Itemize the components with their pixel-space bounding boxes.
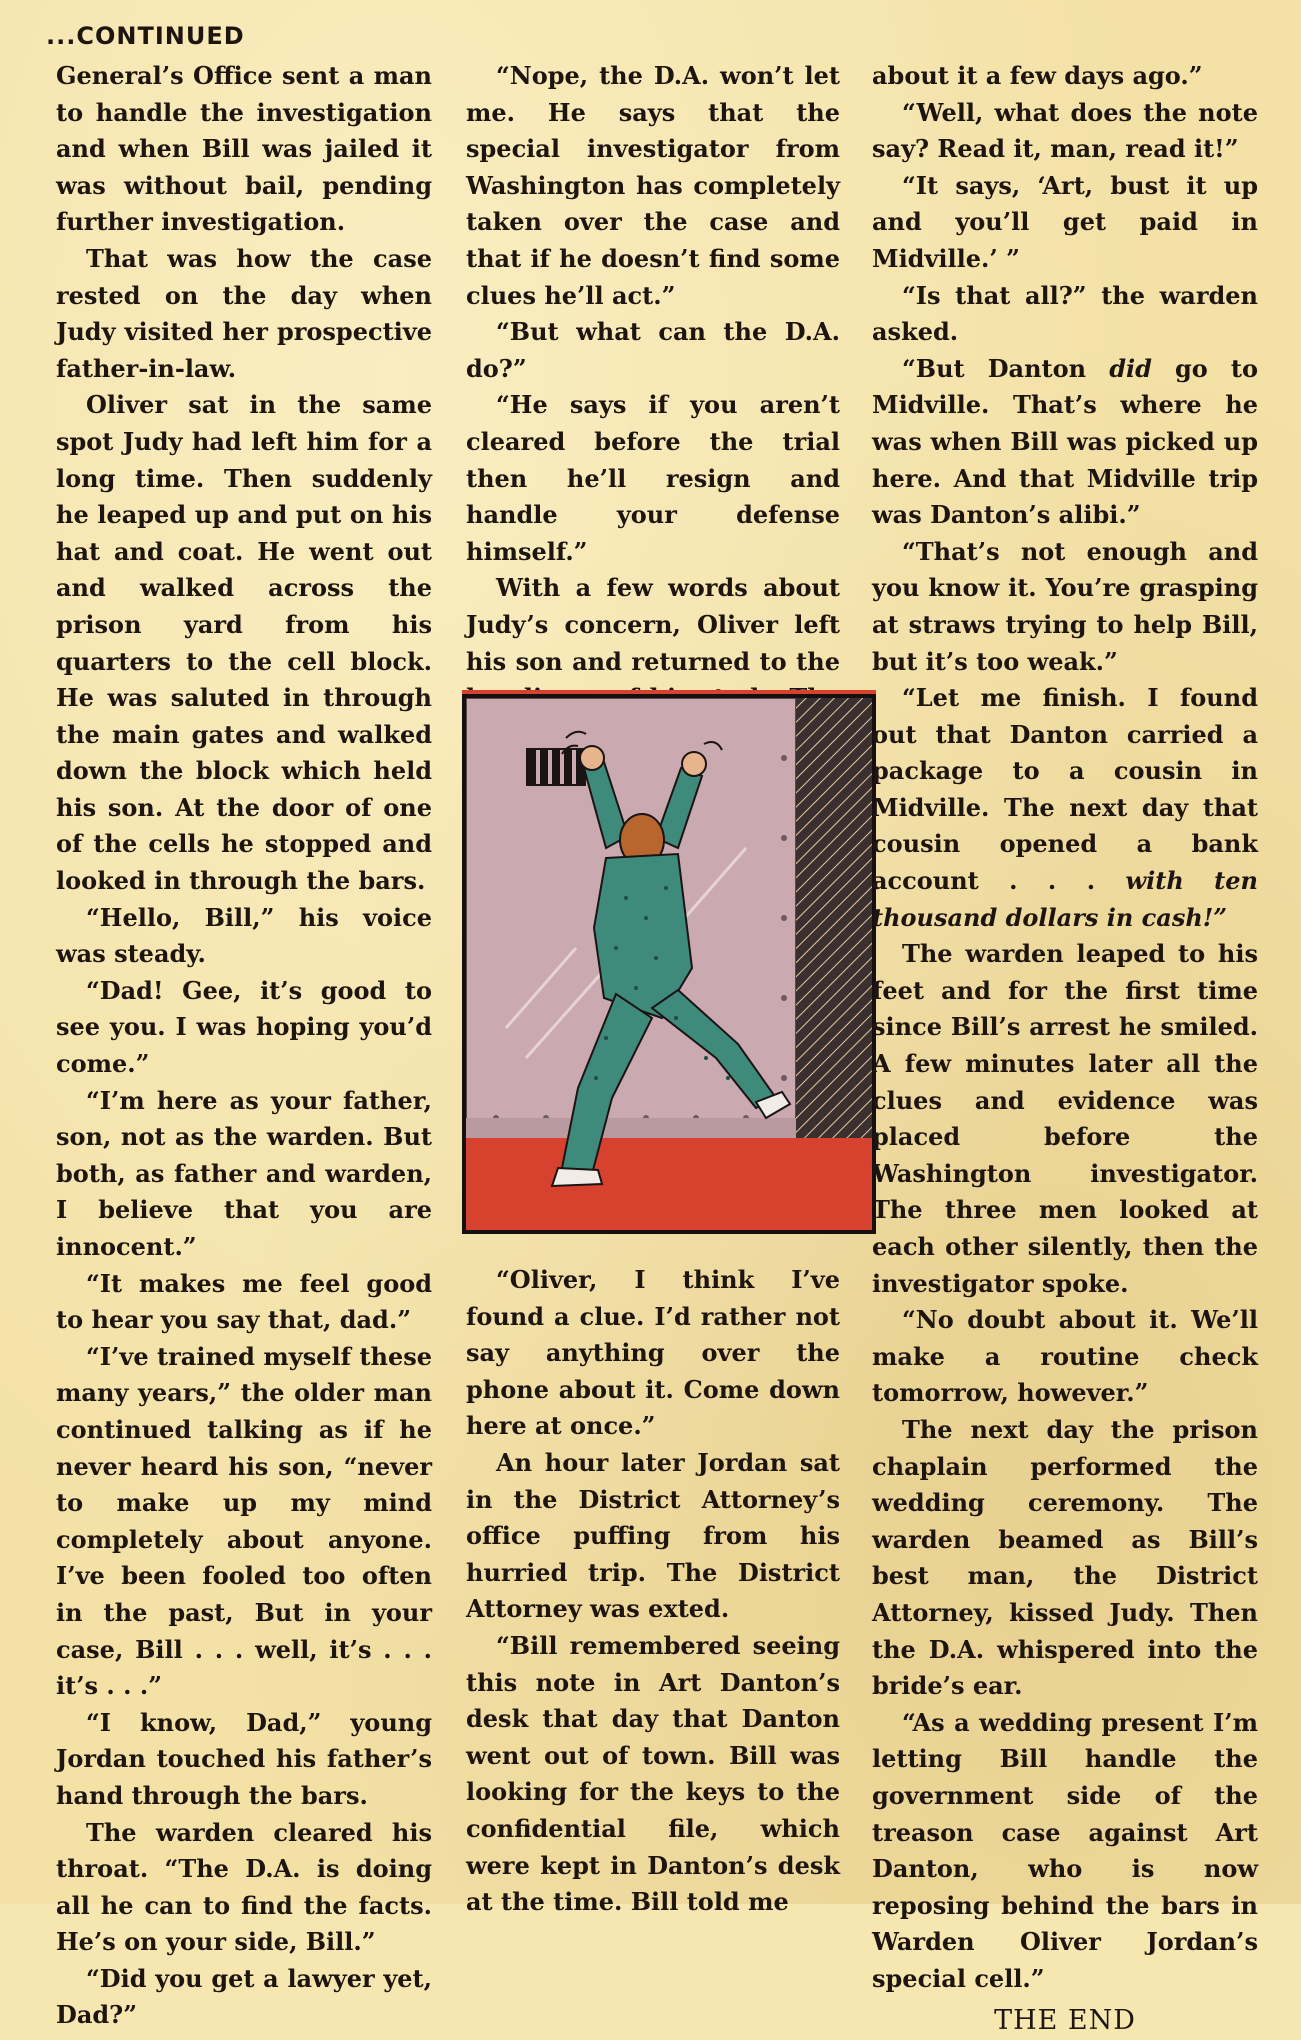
text-column-3 bbox=[872, 58, 1258, 2040]
text-run: “But Danton bbox=[902, 353, 1110, 383]
paragraph: “Oliver, I think I’ve found a clue. I’d rather not say anything over the phone about it. Come down here at once.” bbox=[466, 1265, 840, 1441]
emphasis-text: with ten thousand dollars in cash!” bbox=[872, 866, 1258, 932]
the-end-label: THE END bbox=[994, 2005, 1136, 2037]
text-run: “Let me finish. I found out that Danton carried a package to a cousin in Midville. The next day that cousin opened a bank account . . . bbox=[872, 683, 1258, 896]
paragraph: “I know, Dad,” young Jordan touched his father’s hand through the bars. bbox=[56, 1707, 432, 1810]
paragraph: “Did you get a lawyer yet, Dad?” bbox=[56, 1963, 432, 2030]
paragraph: “It says, ‘Art, bust it up and you’ll get paid in Midville.’ ” bbox=[872, 170, 1258, 273]
paragraph: “Well, what does the note say? Read it, man, read it!” bbox=[872, 97, 1258, 164]
text-column-1 bbox=[56, 58, 432, 2034]
continued-header: ...CONTINUED bbox=[46, 22, 245, 50]
paragraph: “Is that all?” the warden asked. bbox=[872, 280, 1258, 347]
paragraph: “No doubt about it. We’ll make a routine check tomorrow, however.” bbox=[872, 1305, 1258, 1408]
paragraph: “As a wedding present I’m letting Bill handle the government side of the treason case against Art Danton, who is now reposing behind the bars in Warden Oliver Jordan’s special cell.” bbox=[872, 1707, 1258, 1993]
paragraph: “Bill remembered seeing this note in Art Danton’s desk that day that Danton went out of town. Bill was looking for the keys to the confidential file, which were kept in Danton’s desk at the time. Bill told me bbox=[466, 1630, 840, 1917]
paragraph: Oliver sat in the same spot Judy had left him for a long time. Then suddenly he leaped up and put on his hat and coat. He went out and walked across the prison yard from his quarters to the cell block. He was saluted in through the main gates and walked down the block which held his son. At the door of one of the cells he stopped and looked in through the bars. bbox=[56, 390, 432, 896]
comic-panel-illustration bbox=[462, 694, 876, 1234]
paragraph: “He says if you aren’t cleared before the trial then he’ll resign and handle your defense himself.” bbox=[466, 390, 840, 566]
paragraph: The warden cleared his throat. “The D.A. is doing all he can to find the facts. He’s on your side, Bill.” bbox=[56, 1817, 432, 1957]
emphasis-text: did bbox=[1109, 353, 1152, 383]
paragraph bbox=[872, 680, 1258, 936]
paragraph bbox=[872, 351, 1258, 534]
paragraph: “Dad! Gee, it’s good to see you. I was hoping you’d come.” bbox=[56, 975, 432, 1079]
paragraph: “Nope, the D.A. won’t let me. He says that the special investigator from Washington has completely taken over the case and that if he doesn’t find some clues he’ll act.” bbox=[466, 61, 840, 310]
paragraph: “I’ve trained myself these many years,” the older man continued talking as if he never heard his son, “never to make up my mind completely about anyone. I’ve been fooled too often in the past, But in your case, Bill . . . well, it’s . . . it’s . . .” bbox=[56, 1341, 432, 1701]
paragraph: “It makes me feel good to hear you say that, dad.” bbox=[56, 1268, 432, 1335]
paragraph: “I’m here as your father, son, not as the warden. But both, as father and warden, I believe that you are innocent.” bbox=[56, 1085, 432, 1261]
paragraph: That was how the case rested on the day when Judy visited her prospective father-in-law. bbox=[56, 243, 432, 383]
text-column-2-bottom bbox=[466, 1262, 840, 1921]
paragraph: The next day the prison chaplain performed the wedding ceremony. The warden beamed as Bill’s best man, the District Attorney, kissed Judy. Then the D.A. whispered into the bride’s ear. bbox=[872, 1414, 1258, 1701]
paragraph: With a few words about Judy’s concern, Oliver left his son and returned to the bbox=[466, 573, 840, 676]
paragraph: about it a few days ago.” bbox=[872, 61, 1203, 90]
text-run: go to Midville. That’s where he was when Bill was picked up here. And that Midville trip was Danton’s alibi.” bbox=[872, 353, 1258, 530]
paragraph: An hour later Jordan sat in the District Attorney’s office puffing from his hurried trip. The District Attorney was exted. bbox=[466, 1447, 840, 1624]
paragraph: “But what can the D.A. do?” bbox=[466, 317, 840, 383]
paragraph: General’s Office sent a man to handle the investigation and when Bill was jailed it was without bail, pending further investigation. bbox=[56, 61, 432, 237]
paragraph: The warden leaped to his feet and for the first time since Bill’s arrest he smiled. A few minutes later all the clues and evidence was placed before the Washington investigator. The three men looked at each other silently, then the investigator spoke. bbox=[872, 939, 1258, 1298]
paragraph: “That’s not enough and you know it. You’re grasping at straws trying to help Bill, but it’s too weak.” bbox=[872, 536, 1258, 676]
cell-door-illustration bbox=[466, 698, 872, 1230]
paragraph: “Hello, Bill,” his voice was steady. bbox=[56, 902, 432, 969]
